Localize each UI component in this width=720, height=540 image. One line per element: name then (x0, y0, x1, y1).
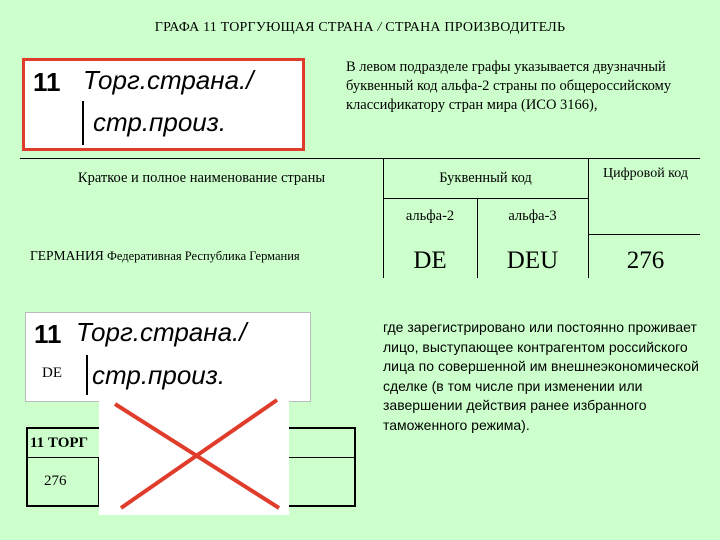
table-header-digit-code: Цифровой код (603, 166, 688, 181)
country-full-name: Федеративная Республика Германия (106, 249, 300, 263)
table-country-name (30, 248, 380, 264)
table-alpha2-value: DE (413, 247, 447, 274)
field-divider (82, 101, 84, 145)
field-code-de: DE (42, 365, 62, 381)
country-short-name: ГЕРМАНИЯ (30, 248, 104, 263)
table-header-letter-code: Буквенный код (439, 170, 532, 186)
description-top: В левом подразделе графы указывается двузначный буквенный код альфа-2 страны по общероссийскому классификатору стран мира (ИСО 3166), (346, 59, 672, 113)
table-alpha3-value: DEU (506, 247, 559, 274)
table-row-divider (588, 234, 700, 235)
table-sub-alpha2: альфа-2 (405, 208, 455, 224)
field-divider (86, 355, 88, 395)
field-11-correct-example (25, 312, 311, 402)
field-label-line2: стр.произ. (93, 107, 227, 137)
table-sub-alpha3: альфа-3 (508, 208, 557, 224)
table-header-name: Краткое и полное наименование страны (77, 170, 326, 186)
table-numeric-value: 276 (626, 247, 665, 274)
cross-panel (99, 390, 289, 515)
description-bottom: где зарегистрировано или постоянно проживает лицо, выступающее контрагентом российского лица по совершенной им внешнеэкономической сделке (в том числе при изменении или завершении действия ранее избранного таможенного режима). (383, 319, 699, 433)
table-top-border (20, 158, 700, 159)
cross-mark-icon (99, 390, 289, 515)
field-number: 11 (33, 67, 61, 97)
field-label-line1: Торг.страна./ (83, 65, 254, 95)
wrong-field-code: 276 (44, 473, 67, 489)
field-label-line1: Торг.страна./ (76, 317, 247, 347)
wrong-field-label: 11 ТОРГ (30, 435, 89, 451)
table-sub-divider (383, 198, 589, 199)
field-number: 11 (34, 319, 62, 349)
slide-title: ГРАФА 11 ТОРГУЮЩАЯ СТРАНА / СТРАНА ПРОИЗВОДИТЕЛЬ (154, 20, 566, 35)
field-label-line2: стр.произ. (92, 360, 226, 390)
field-11-example (22, 58, 305, 151)
